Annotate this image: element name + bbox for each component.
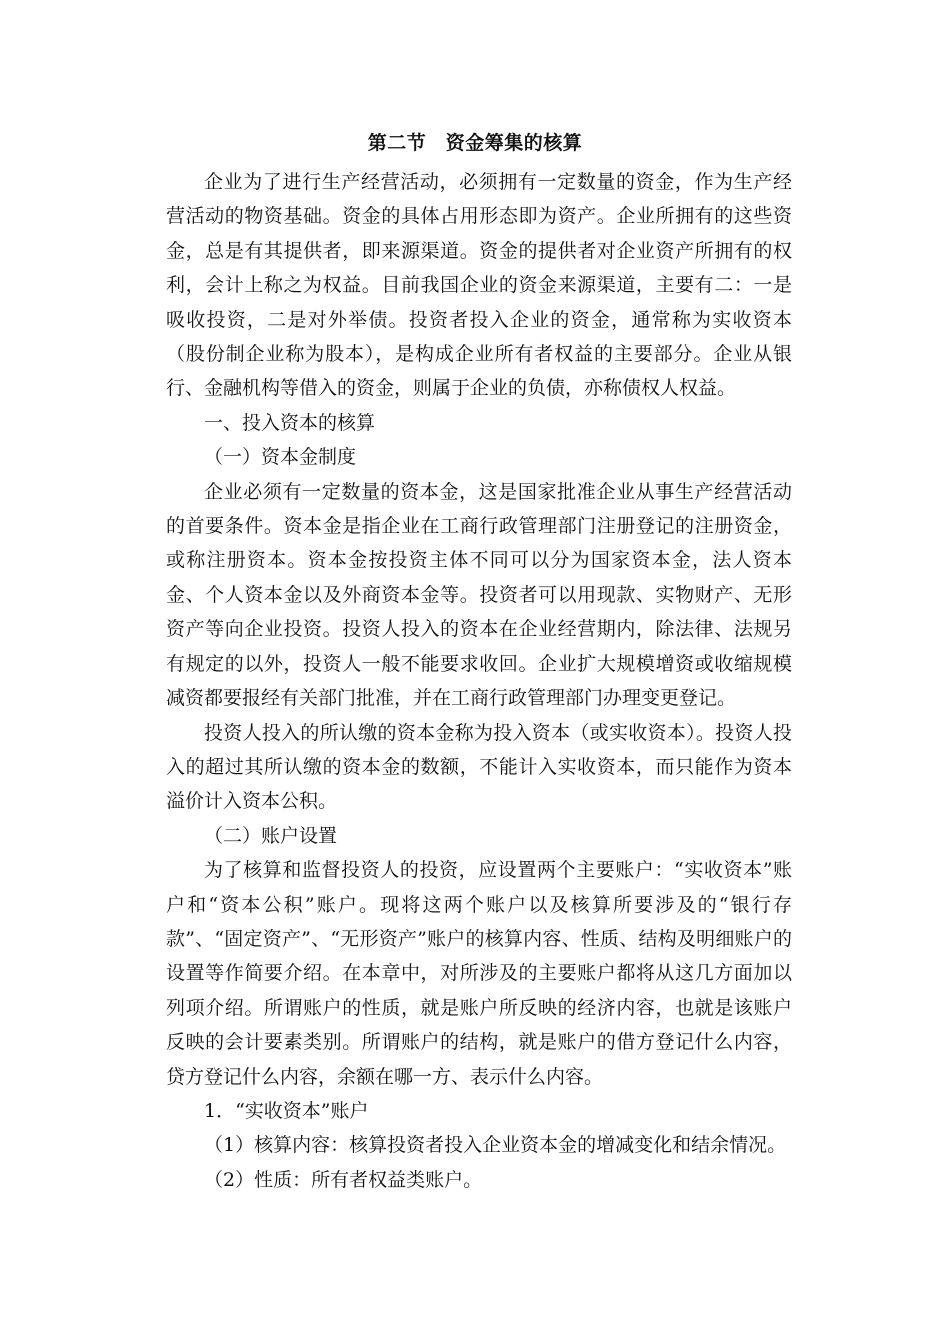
document-body — [166, 165, 792, 1197]
paragraph-capital-system: 企业必须有一定数量的资本金，这是国家批准企业从事生产经营活动的首要条件。资本金是指企业在工商行政管理部门注册登记的注册资金，或称注册资本。资本金按投资主体不同可以分为国家资本金，法人资本金、个人资本金以及外商资本金等。投资者可以用现款、实物财产、无形资产等向企业投资。投资人投入的资本在企业经营期内，除法律、法规另有规定的以外，投资人一般不能要求收回。企业扩大规模增资或收缩规模减资都要报经有关部门批准，并在工商行政管理部门办理变更登记。 — [166, 480, 792, 710]
heading-invested-capital: 一、投入资本的核算 — [204, 411, 376, 434]
heading-paid-in-capital-account: 1．“实收资本”账户 — [204, 1099, 369, 1122]
heading-account-setup: （二）账户设置 — [204, 824, 338, 847]
list-item-nature: （2）性质：所有者权益类账户。 — [204, 1168, 483, 1191]
heading-capital-system: （一）资本金制度 — [204, 446, 357, 469]
paragraph-account-setup: 为了核算和监督投资人的投资，应设置两个主要账户：“实收资本”账户和“资本公积”账户。现将这两个账户以及核算所要涉及的“银行存款”、“固定资产”、“无形资产”账户的核算内容、性质、结构及明细账户的设置等作简要介绍。在本章中，对所涉及的主要账户都将从这几方面加以列项介绍。所谓账户的性质，就是账户所反映的经济内容，也就是该账户反映的会计要素类别。所谓账户的结构，就是账户的借方登记什么内容，贷方登记什么内容，余额在哪一方、表示什么内容。 — [166, 859, 792, 1088]
paragraph-invested-capital: 投资人投入的所认缴的资本金称为投入资本（或实收资本）。投资人投入的超过其所认缴的资本金的数额，不能计入实收资本，而只能作为资本溢价计入资本公积。 — [166, 721, 792, 813]
paragraph-intro: 企业为了进行生产经营活动，必须拥有一定数量的资金，作为生产经营活动的物资基础。资金的具体占用形态即为资产。企业所拥有的这些资金，总是有其提供者，即来源渠道。资金的提供者对企业资产所拥有的权利，会计上称之为权益。目前我国企业的资金来源渠道，主要有二：一是吸收投资，二是对外举债。投资者投入企业的资金，通常称为实收资本（股份制企业称为股本），是构成企业所有者权益的主要部分。企业从银行、金融机构等借入的资金，则属于企业的负债，亦称债权人权益。 — [166, 171, 792, 400]
section-title: 第二节 资金筹集的核算 — [367, 132, 583, 154]
list-item-content: （1）核算内容：核算投资者投入企业资本金的增减变化和结余情况。 — [204, 1134, 787, 1157]
